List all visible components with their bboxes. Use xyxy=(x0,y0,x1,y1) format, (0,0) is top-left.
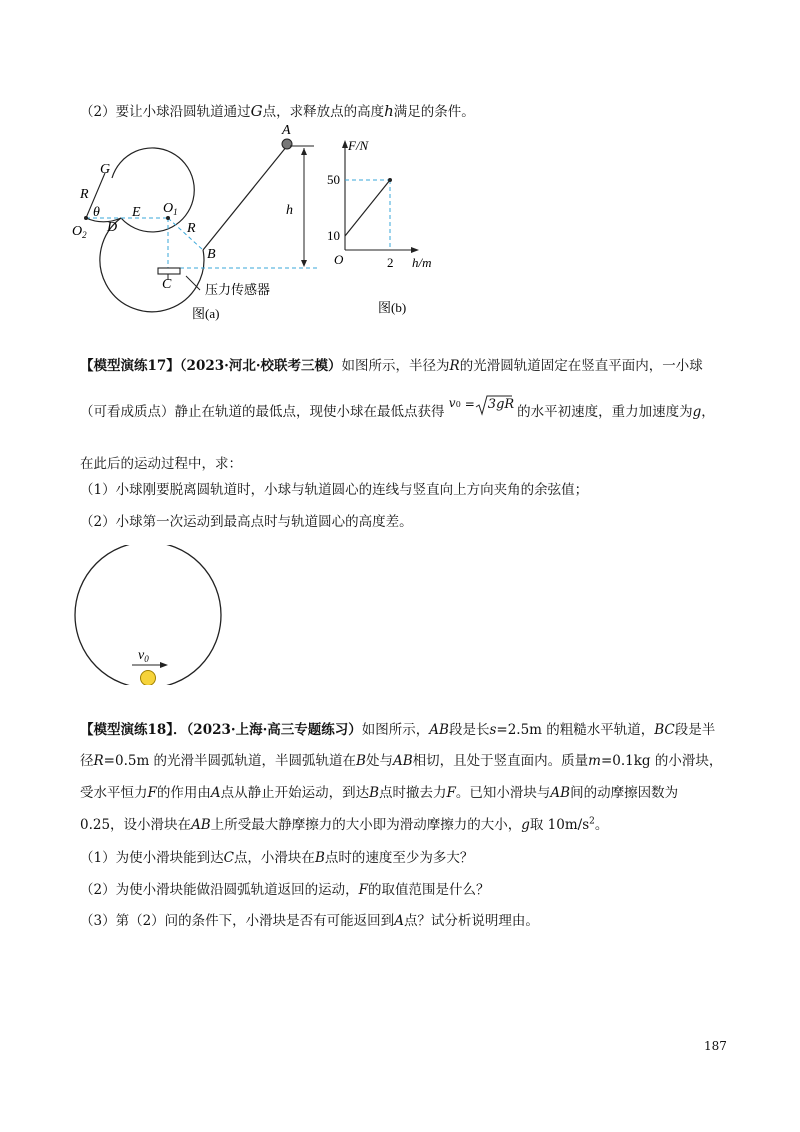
point-o2 xyxy=(84,216,88,220)
v0-equation: v 0 = 3gR xyxy=(449,402,513,420)
o1-b-dashed xyxy=(168,218,203,250)
label-r1: R xyxy=(80,187,89,202)
figure-b-graph xyxy=(320,130,460,330)
incline-track xyxy=(203,146,287,250)
circular-track xyxy=(75,545,221,685)
series-line-F xyxy=(345,180,390,236)
q17-tag: 【模型演练17】 xyxy=(80,358,180,374)
q17-line1: 【模型演练17】（2023·河北·校联考三模）如图所示，半径为R的光滑圆轨道固定在竖直平面内，一小球 xyxy=(80,358,703,374)
label-b: B xyxy=(207,247,216,262)
q17-source: （2023·河北·校联考三模） xyxy=(179,358,342,374)
label-theta: θ xyxy=(93,205,100,220)
origin-label: O xyxy=(334,252,344,267)
x-axis-arrow xyxy=(411,247,419,253)
ball-a xyxy=(282,139,292,149)
sensor-label: 压力传感器 xyxy=(205,283,271,298)
ytick-10: 10 xyxy=(327,228,340,243)
q18-line4: 0.25，设小滑块在AB上所受最大静摩擦力的大小即为滑动摩擦力的大小，g取 $10m/s^2$。 xyxy=(80,816,609,833)
label-r2: R xyxy=(187,221,196,236)
figure-q17-circle xyxy=(70,545,230,685)
q18-tag: 【模型演练18】． xyxy=(80,722,187,738)
y-axis-label: F/N xyxy=(348,138,369,153)
label-e: E xyxy=(132,205,141,220)
q16-part2: （2）要让小球沿圆轨道通过G点，求释放点的高度h满足的条件。 xyxy=(80,102,475,120)
chart-b xyxy=(327,138,432,315)
v0-label: $v_0$ xyxy=(138,648,149,664)
label-d: D xyxy=(107,220,118,235)
q17-sub1: （1）小球刚要脱离圆轨道时，小球与轨道圆心的连线与竖直向上方向夹角的余弦值； xyxy=(80,482,589,498)
q17-sub2: （2）小球第一次运动到最高点时与轨道圆心的高度差。 xyxy=(80,514,413,530)
xtick-2: 2 xyxy=(387,255,394,270)
label-g: G xyxy=(100,162,111,177)
figure-a xyxy=(0,118,340,328)
q17-line3: 在此后的运动过程中，求： xyxy=(80,456,242,472)
ball xyxy=(141,671,156,686)
q18-sub1: （1）为使小滑块能到达C点，小滑块在B点时的速度至少为多大？ xyxy=(80,850,474,866)
q18-line1: 【模型演练18】．（2023·上海·高三专题练习）如图所示，AB段是长s=2.5m 的粗糙水平轨道，BC段是半 xyxy=(80,722,716,738)
label-o2: $O_2$ xyxy=(72,224,87,240)
q18-sub3: （3）第（2）问的条件下，小滑块是否有可能返回到A点？试分析说明理由。 xyxy=(80,913,539,929)
label-h: h xyxy=(286,203,293,218)
caption-b: 图(b) xyxy=(378,300,407,315)
q18-line3: 受水平恒力F的作用由A点从静止开始运动，到达B点时撤去力F。已知小滑块与AB间的动摩擦因数为 xyxy=(80,785,679,801)
label-a: A xyxy=(282,123,291,138)
ytick-50: 50 xyxy=(327,172,340,187)
data-point-end xyxy=(388,178,392,182)
q18-line2: 径R=0.5m 的光滑半圆弧轨道，半圆弧轨道在B处与AB相切，且处于竖直面内。质量m=0.1kg 的小滑块， xyxy=(80,753,723,769)
label-o1: $O_1$ xyxy=(163,201,178,217)
page-number: 187 xyxy=(704,1039,727,1053)
q17-line2: （可看成质点）静止在轨道的最低点，现使小球在最低点获得 v 0 = 3gR 的水平初速度，重力加速度为g， xyxy=(80,396,715,420)
x-axis-label: h/m xyxy=(412,255,432,270)
pressure-sensor xyxy=(158,268,180,274)
g-arc xyxy=(112,148,194,232)
q18-sub2: （2）为使小滑块能做沿圆弧轨道返回的运动，F的取值范围是什么？ xyxy=(80,882,490,898)
caption-a: 图(a) xyxy=(192,306,220,321)
velocity-arrowhead xyxy=(160,662,168,668)
label-c: C xyxy=(162,277,172,292)
q18-source: （2023·上海·高三专题练习） xyxy=(186,722,362,738)
point-o1 xyxy=(166,216,170,220)
